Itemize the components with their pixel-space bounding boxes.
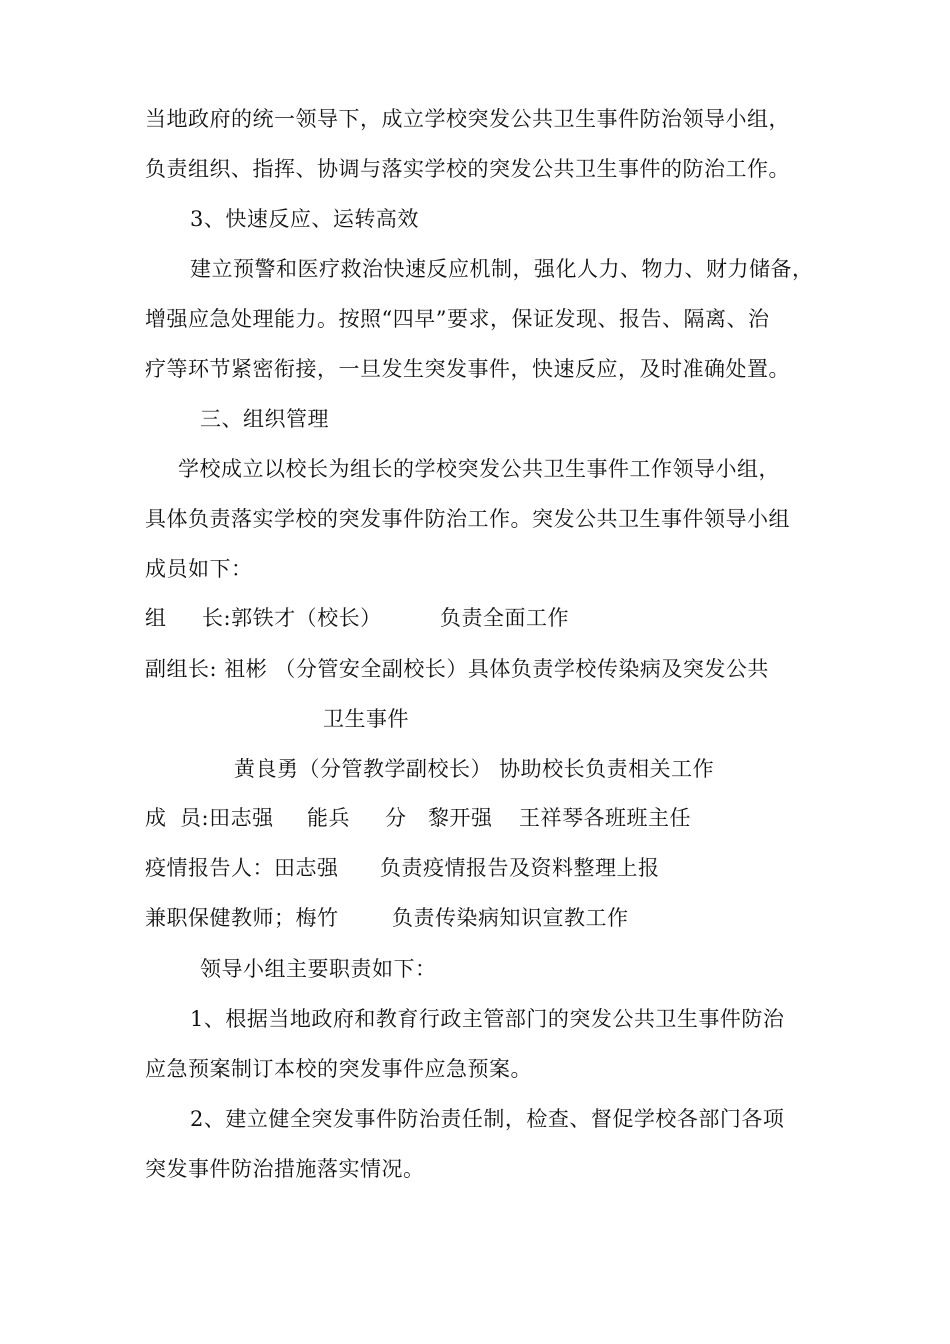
paragraph-line: 当地政府的统一领导下，成立学校突发公共卫生事件防治领导小组， [145,107,790,131]
epidemic-reporter-duty: 负责疫情报告及资料整理上报 [380,856,660,880]
health-teacher-label: 兼职保健教师；梅竹 [145,906,339,930]
paragraph-line: 负责组织、指挥、协调与落实学校的突发公共卫生事件的防治工作。 [145,157,790,181]
paragraph-line: 具体负责落实学校的突发事件防治工作。突发公共卫生事件领导小组 [145,507,790,531]
paragraph-line: 应急预案制订本校的突发事件应急预案。 [145,1057,532,1081]
member-name-2: 能兵 [307,806,350,830]
member-name-4: 黎开强 [428,806,493,830]
leader-name: 长:郭铁才（校长） [202,606,382,630]
paragraph-line: 2、建立健全突发事件防治责任制，检查、督促学校各部门各项 [190,1107,785,1131]
member-name-3: 分 [385,806,407,830]
deputy-leader-line: 副组长: 祖彬 （分管安全副校长）具体负责学校传染病及突发公共 [145,657,769,681]
section-heading: 3、快速反应、运转高效 [190,207,419,231]
paragraph-line: 学校成立以校长为组长的学校突发公共卫生事件工作领导小组， [178,457,780,481]
leader-duty: 负责全面工作 [440,606,569,630]
epidemic-reporter-label: 疫情报告人：田志强 [145,856,339,880]
section-heading: 领导小组主要职责如下： [200,957,437,981]
deputy-leader-continuation: 卫生事件 [323,707,409,731]
paragraph-line: 疗等环节紧密衔接，一旦发生突发事件，快速反应，及时准确处置。 [145,357,790,381]
leader-label-char-1: 组 [145,606,167,630]
paragraph-line: 增强应急处理能力。按照“四早”要求，保证发现、报告、隔离、治 [145,307,770,331]
paragraph-line: 1、根据当地政府和教育行政主管部门的突发公共卫生事件防治 [190,1007,785,1031]
health-teacher-duty: 负责传染病知识宣教工作 [392,906,629,930]
members-label-char-1: 成 [145,806,167,830]
section-heading: 三、组织管理 [200,407,329,431]
paragraph-line: 突发事件防治措施落实情况。 [145,1157,425,1181]
paragraph-line: 成员如下： [145,557,253,581]
deputy-leader-2-line: 黄良勇（分管教学副校长） 协助校长负责相关工作 [234,757,715,781]
paragraph-line: 建立预警和医疗救治快速反应机制，强化人力、物力、财力储备， [190,257,814,281]
member-name-rest: 王祥琴各班班主任 [519,806,691,830]
member-name-1: 员:田志强 [180,806,274,830]
